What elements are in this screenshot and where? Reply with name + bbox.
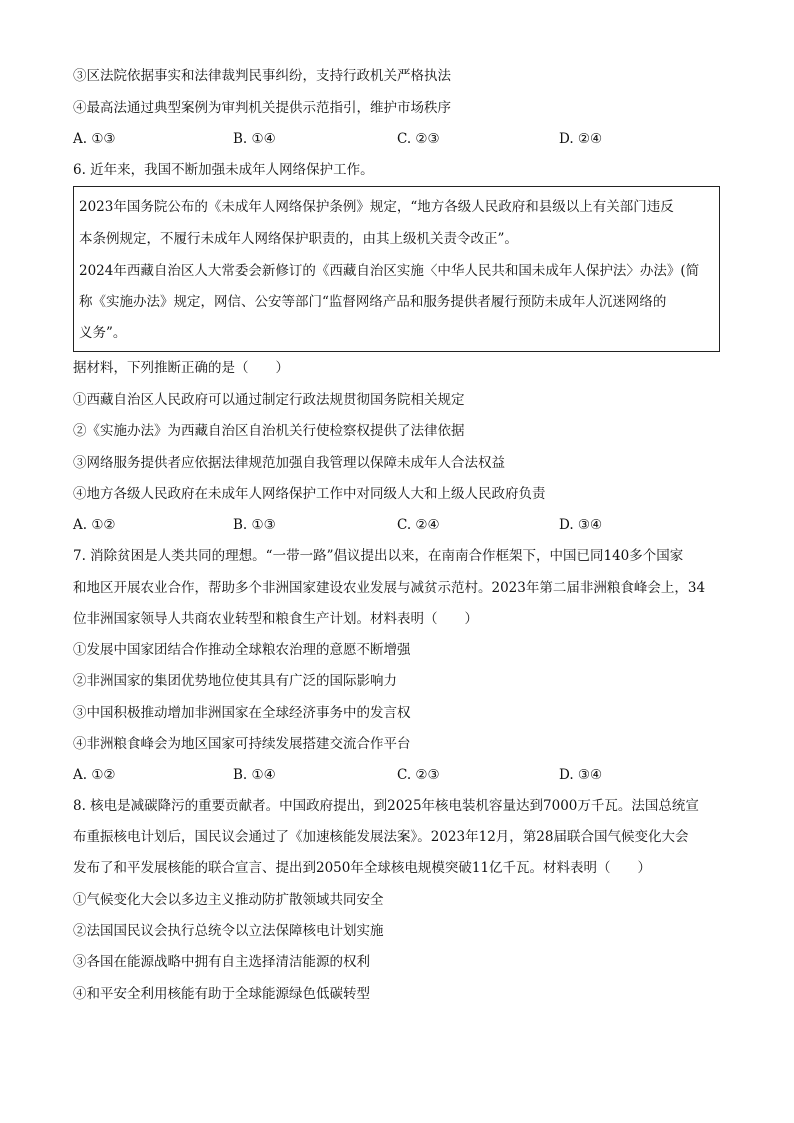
q7-stem-line: 和地区开展农业合作，帮助多个非洲国家建设农业发展与减贫示范村。2023年第二届非洲粮食峰会上，34 <box>73 580 706 596</box>
q5-options <box>73 129 723 149</box>
q6-item-4: ④地方各级人民政府在未成年人网络保护工作中对同级人大和上级人民政府负责 <box>73 486 546 502</box>
q8-item-3: ③各国在能源战略中拥有自主选择清洁能源的权利 <box>73 954 370 970</box>
q8-stem-line: 发布了和平发展核能的联合宣言、提出到2050年全球核电规模突破11亿千瓦。材料表明（ ） <box>73 860 652 876</box>
q5-option-c[interactable]: C. ②③ <box>397 131 440 147</box>
q7-options <box>73 765 723 785</box>
q5-option-b[interactable]: B. ①④ <box>233 131 276 147</box>
q7-stem-line: 7. 消除贫困是人类共同的理想。“一带一路”倡议提出以来，在南南合作框架下，中国已同140多个国家 <box>73 548 684 564</box>
q8-item-1: ①气候变化大会以多边主义推动防扩散领域共同安全 <box>73 892 384 908</box>
q6-item-1: ①西藏自治区人民政府可以通过制定行政法规贯彻国务院相关规定 <box>73 392 465 408</box>
q7-item-4: ④非洲粮食峰会为地区国家可持续发展搭建交流合作平台 <box>73 736 411 752</box>
q7-item-2: ②非洲国家的集团优势地位使其具有广泛的国际影响力 <box>73 673 397 689</box>
q8-stem-line: 8. 核电是减碳降污的重要贡献者。中国政府提出，到2025年核电装机容量达到7000万千瓦。法国总统宣 <box>73 798 699 814</box>
q8-item-4: ④和平安全利用核能有助于全球能源绿色低碳转型 <box>73 986 370 1002</box>
q5-option-d[interactable]: D. ②④ <box>559 131 603 147</box>
q7-stem-line: 位非洲国家领导人共商农业转型和粮食生产计划。材料表明（ ） <box>73 611 478 627</box>
q8-stem-line: 布重振核电计划后，国民议会通过了《加速核能发展法案》。2023年12月，第28届联合国气候变化大会 <box>73 829 689 845</box>
q6-material-line: 本条例规定，不履行未成年人网络保护职责的，由其上级机关责令改正”。 <box>79 231 518 247</box>
q5-item-3: ③区法院依据事实和法律裁判民事纠纷，支持行政机关严格执法 <box>73 68 451 84</box>
q7-option-d[interactable]: D. ③④ <box>559 767 603 783</box>
q6-option-d[interactable]: D. ③④ <box>559 517 603 533</box>
q6-material-line: 称《实施办法》规定，网信、公安等部门“监督网络产品和服务提供者履行预防未成年人沉迷网络的 <box>79 294 667 310</box>
q6-option-a[interactable]: A. ①② <box>73 517 116 533</box>
q6-item-2: ②《实施办法》为西藏自治区自治机关行使检察权提供了法律依据 <box>73 423 465 439</box>
q7-option-b[interactable]: B. ①④ <box>233 767 276 783</box>
q6-item-3: ③网络服务提供者应依据法律规范加强自我管理以保障未成年人合法权益 <box>73 455 505 471</box>
q6-material-line: 2023年国务院公布的《未成年人网络保护条例》规定，“地方各级人民政府和县级以上有关部门违反 <box>79 199 674 215</box>
q6-stem: 6. 近年来，我国不断加强未成年人网络保护工作。 <box>73 162 374 178</box>
q5-option-a[interactable]: A. ①③ <box>73 131 116 147</box>
q6-material-line: 2024年西藏自治区人大常委会新修订的《西藏自治区实施〈中华人民共和国未成年人保护法〉办法》(简 <box>79 263 700 279</box>
q7-option-a[interactable]: A. ①② <box>73 767 116 783</box>
q7-item-1: ①发展中国家团结合作推动全球粮农治理的意愿不断增强 <box>73 642 411 658</box>
q6-question: 据材料，下列推断正确的是（ ） <box>73 360 289 376</box>
q6-option-c[interactable]: C. ②④ <box>397 517 440 533</box>
q6-option-b[interactable]: B. ①③ <box>233 517 276 533</box>
q5-item-4: ④最高法通过典型案例为审判机关提供示范指引，维护市场秩序 <box>73 100 451 116</box>
q6-material-line: 义务”。 <box>79 325 127 341</box>
q6-options <box>73 515 723 535</box>
q8-item-2: ②法国国民议会执行总统令以立法保障核电计划实施 <box>73 923 384 939</box>
q7-option-c[interactable]: C. ②③ <box>397 767 440 783</box>
q7-item-3: ③中国积极推动增加非洲国家在全球经济事务中的发言权 <box>73 705 411 721</box>
q6-material-box <box>73 186 720 352</box>
